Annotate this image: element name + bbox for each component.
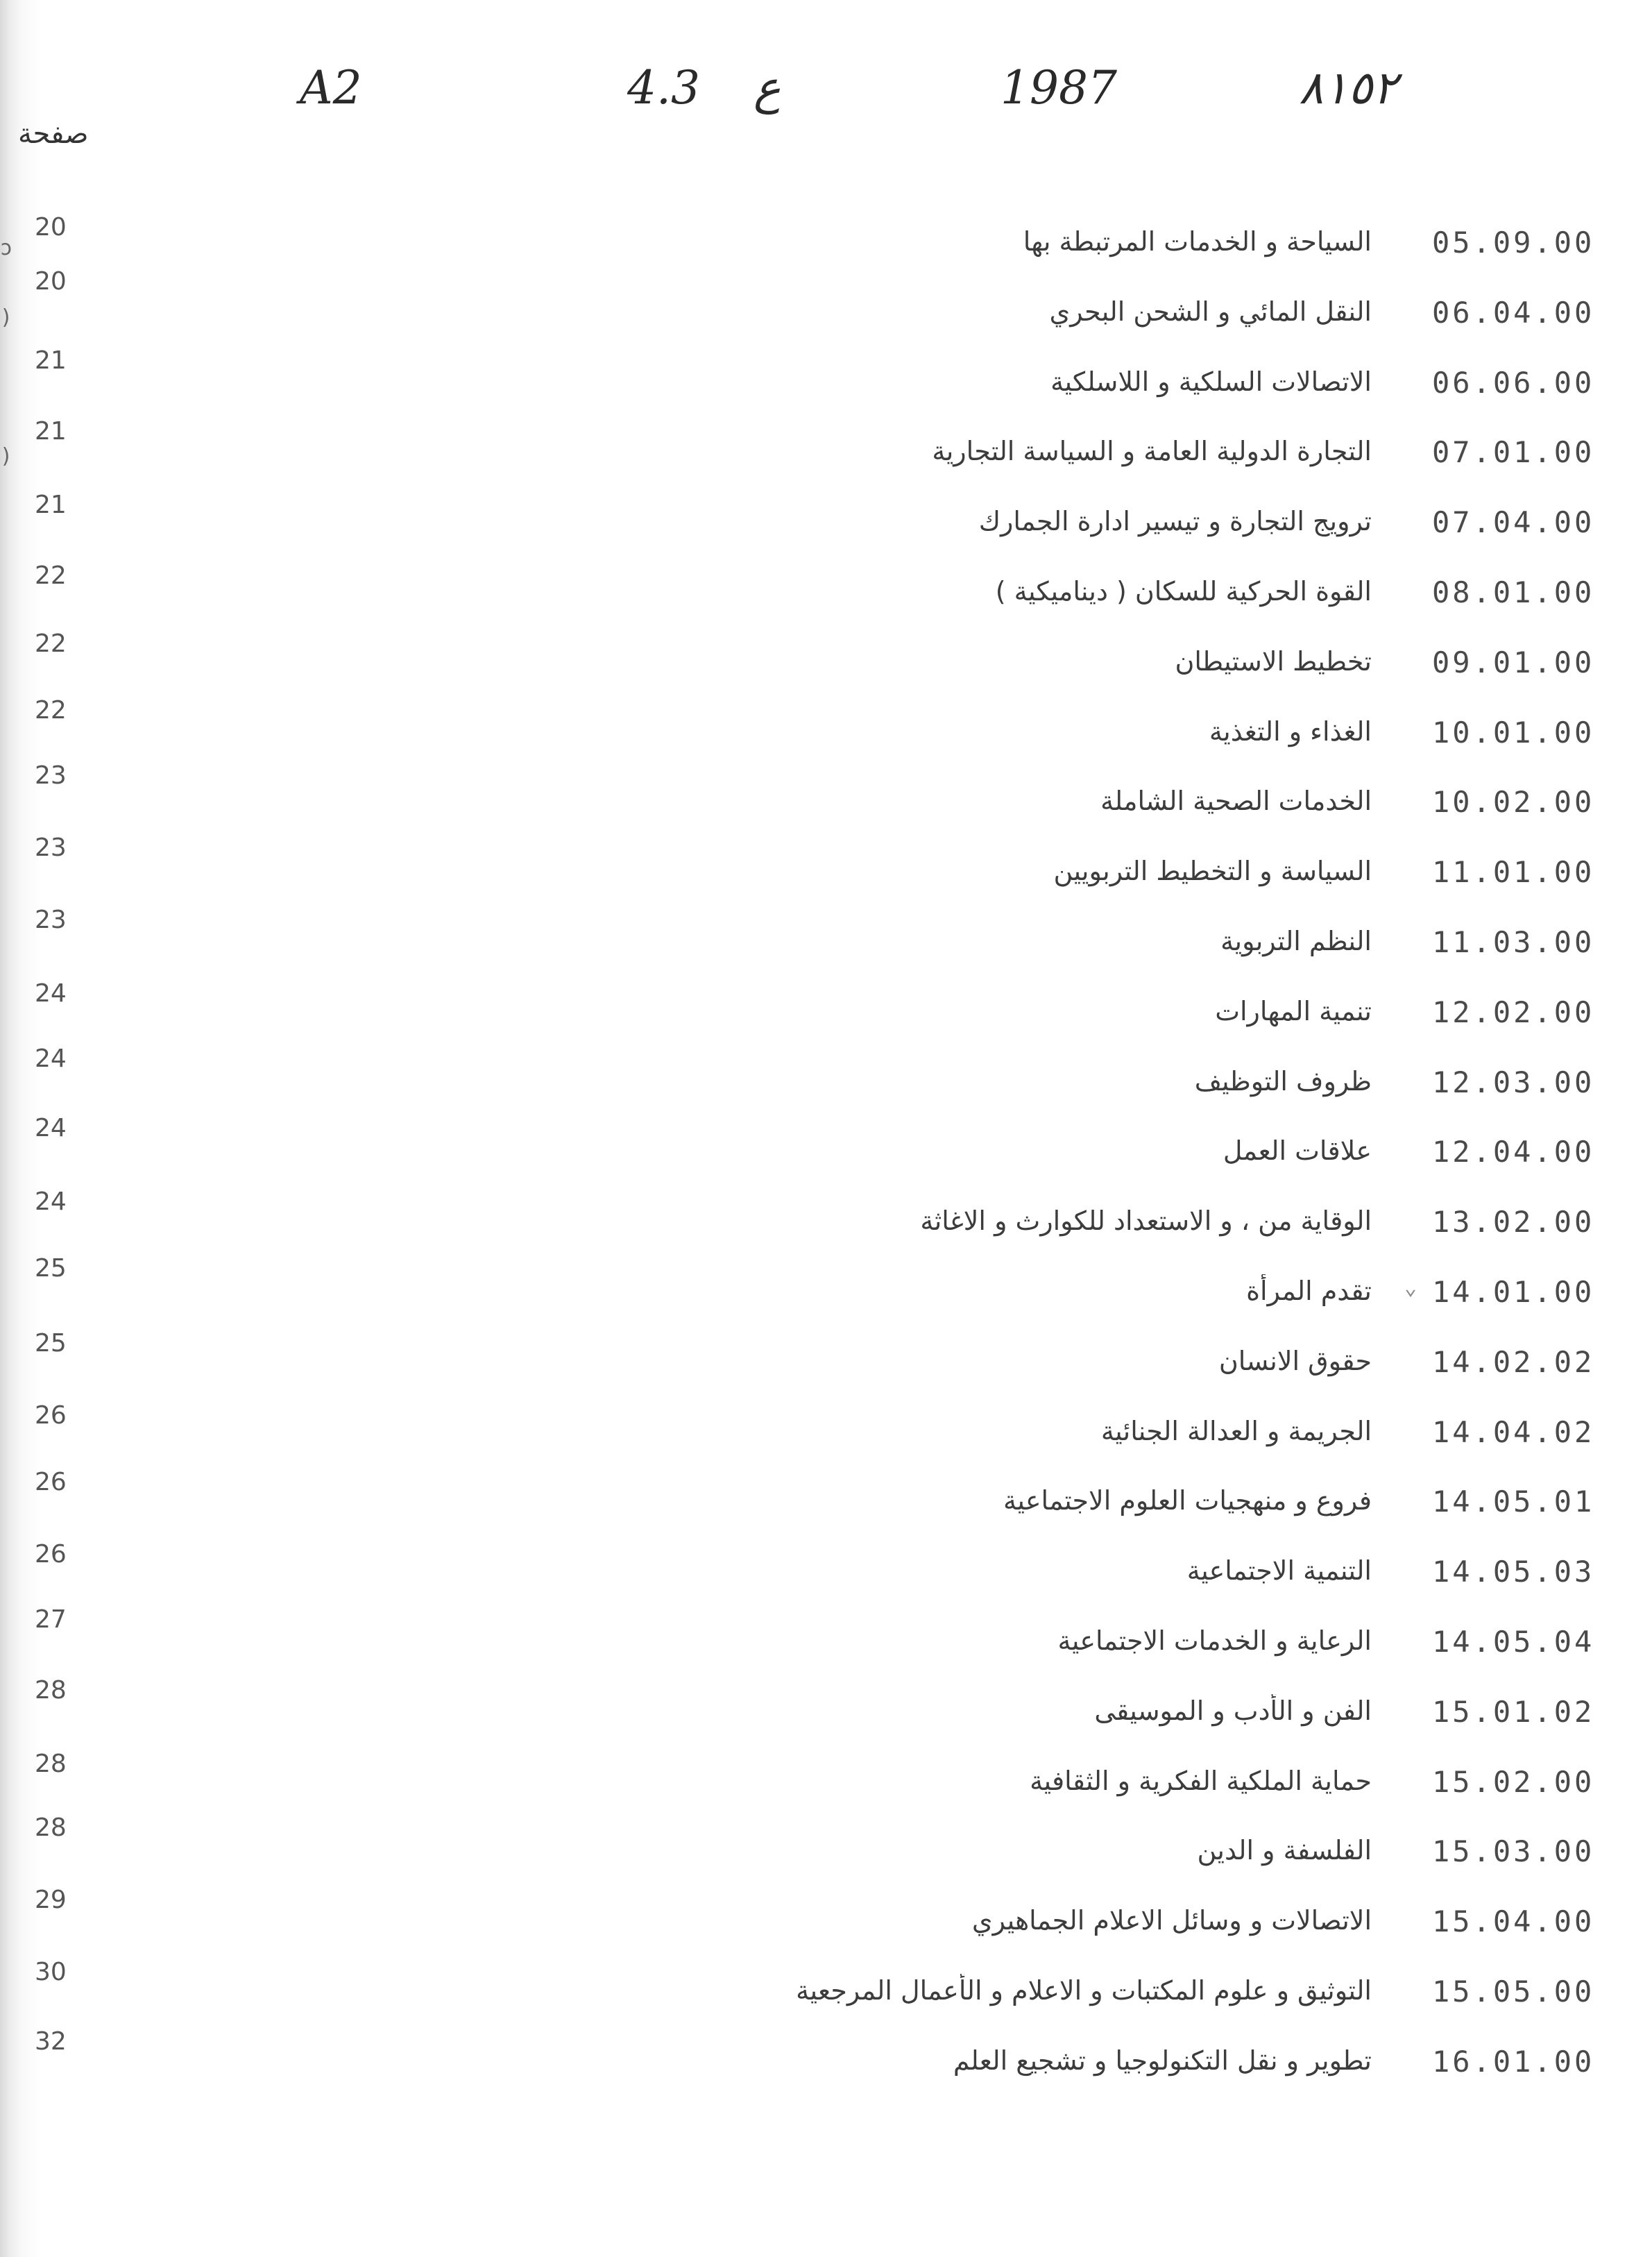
handwritten-note-year: 1987 (1000, 61, 1117, 115)
entry-title: الغذاء و التغذية (1209, 716, 1372, 747)
page-number: 21 (35, 491, 67, 519)
margin-mark: ɔ (0, 236, 13, 260)
handwritten-note-4-3: 4.3 (627, 61, 700, 115)
page-number: 28 (35, 1750, 67, 1778)
page-number: 20 (35, 267, 67, 296)
page-number: 24 (35, 979, 67, 1008)
entry-title: الفلسفة و الدين (1197, 1835, 1372, 1866)
page-number: 21 (35, 346, 67, 375)
entry-code: 11.03.00 (1432, 925, 1595, 959)
entry-title: تطوير و نقل التكنولوجيا و تشجيع العلم (953, 2045, 1372, 2076)
entry-code: 14.05.01 (1432, 1485, 1595, 1519)
entry-code: 10.01.00 (1432, 715, 1595, 750)
page-number: 30 (35, 1958, 67, 1986)
entry-code: 16.01.00 (1432, 2044, 1595, 2079)
entry-code: 15.02.00 (1432, 1764, 1595, 1799)
page-number: 26 (35, 1540, 67, 1569)
page-number: 22 (35, 629, 67, 658)
entry-title: التنمية الاجتماعية (1186, 1555, 1372, 1587)
page-number: 25 (35, 1254, 67, 1283)
page-number: 29 (35, 1886, 67, 1914)
page-number: 28 (35, 1676, 67, 1705)
entry-code: 15.05.00 (1432, 1975, 1595, 2009)
entry-code: 12.04.00 (1432, 1135, 1595, 1169)
handwritten-note-ain: ع (753, 61, 781, 115)
entry-title: السياسة و التخطيط التربويين (1053, 856, 1372, 887)
entry-code: 09.01.00 (1432, 645, 1595, 679)
entry-title: النظم التربوية (1220, 926, 1372, 956)
entry-title: الفن و الأدب و الموسيقى (1094, 1695, 1372, 1726)
entry-title: الخدمات الصحية الشاملة (1100, 786, 1372, 817)
handwritten-note-number: ٨١٥٢ (1299, 61, 1397, 115)
page-number: 24 (35, 1187, 67, 1216)
entry-title: الجريمة و العدالة الجنائية (1100, 1415, 1372, 1446)
entry-title: تنمية المهارات (1215, 995, 1372, 1026)
entry-title: ترويج التجارة و تيسير ادارة الجمارك (978, 506, 1372, 537)
page-number: 32 (35, 2027, 67, 2056)
entry-code: 05.09.00 (1432, 226, 1595, 260)
handwritten-note-a2: A2 (300, 61, 362, 115)
entry-title: الاتصالات و وسائل الاعلام الجماهيري (971, 1905, 1372, 1936)
entry-code: 08.01.00 (1432, 575, 1595, 609)
page-number: 26 (35, 1468, 67, 1496)
entry-title: علاقات العمل (1223, 1135, 1372, 1167)
entry-code: 15.01.02 (1432, 1694, 1595, 1729)
entry-title: تخطيط الاستيطان (1175, 645, 1372, 677)
entry-title: حماية الملكية الفكرية و الثقافية (1030, 1765, 1372, 1796)
entry-code: 14.05.03 (1432, 1555, 1595, 1589)
page-number: 25 (35, 1329, 67, 1358)
page-number: 20 (35, 213, 67, 242)
page-number: 26 (35, 1401, 67, 1430)
entry-title: ظروف التوظيف (1194, 1065, 1372, 1097)
entry-title: تقدم المرأة (1246, 1276, 1372, 1306)
page-number: 22 (35, 561, 67, 590)
page-number: 21 (35, 417, 67, 446)
entry-title: السياحة و الخدمات المرتبطة بها (1023, 226, 1372, 257)
entry-title: القوة الحركية للسكان ( ديناميكية ) (995, 576, 1372, 607)
entry-code: 14.04.02 (1432, 1414, 1595, 1449)
entry-code: 12.02.00 (1432, 995, 1595, 1029)
page-number: 24 (35, 1114, 67, 1142)
entry-code: 13.02.00 (1432, 1205, 1595, 1240)
entry-title: التوثيق و علوم المكتبات و الاعلام و الأعمال المرجعية (796, 1975, 1372, 2006)
entry-title: الرعاية و الخدمات الاجتماعية (1057, 1625, 1372, 1656)
margin-mark: ⌄ (1404, 1276, 1417, 1300)
page-number: 23 (35, 761, 67, 790)
entry-title: التجارة الدولية العامة و السياسة التجارية (932, 436, 1372, 467)
entry-code: 06.06.00 (1432, 365, 1595, 400)
page-number: 23 (35, 906, 67, 934)
entry-code: 15.04.00 (1432, 1904, 1595, 1939)
entry-code: 15.03.00 (1432, 1834, 1595, 1869)
entry-code: 14.05.04 (1432, 1625, 1595, 1659)
margin-mark: ) (0, 444, 13, 468)
entry-title: فروع و منهجيات العلوم الاجتماعية (1003, 1485, 1372, 1516)
entry-title: النقل المائي و الشحن البحري (1049, 296, 1372, 327)
entry-code: 07.04.00 (1432, 505, 1595, 540)
page-number: 22 (35, 696, 67, 725)
entry-title: الاتصالات السلكية و اللاسلكية (1050, 366, 1372, 397)
page-number: 27 (35, 1605, 67, 1634)
entry-code: 11.01.00 (1432, 855, 1595, 890)
margin-mark: ) (0, 305, 13, 330)
page-number: 24 (35, 1045, 67, 1073)
entry-code: 06.04.00 (1432, 295, 1595, 330)
entry-title: الوقاية من ، و الاستعداد للكوارث و الاغاثة (920, 1206, 1372, 1237)
entry-title: حقوق الانسان (1218, 1345, 1372, 1376)
entry-code: 10.02.00 (1432, 785, 1595, 820)
entry-code: 14.01.00 (1432, 1275, 1595, 1309)
entry-code: 12.03.00 (1432, 1065, 1595, 1099)
page-number: 28 (35, 1814, 67, 1842)
page-column-label: صفحة (18, 118, 89, 150)
entry-code: 07.01.00 (1432, 435, 1595, 470)
page-number: 23 (35, 834, 67, 862)
entry-code: 14.02.02 (1432, 1344, 1595, 1379)
